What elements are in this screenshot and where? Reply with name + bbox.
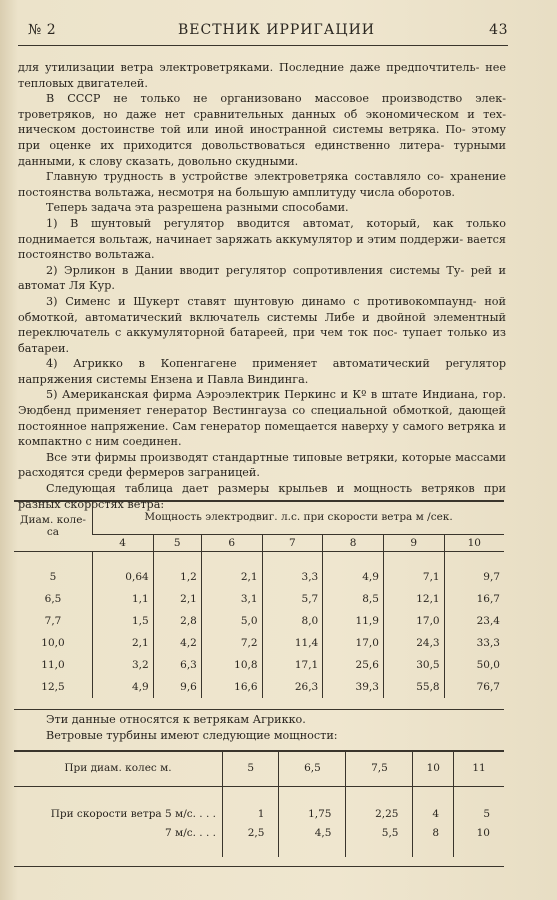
- body-text: [18, 60, 506, 512]
- paragraph: В СССР не только не организовано массовое производство элек- троветряков, но даже нет сравнительных данных об экономическом и тех- ническом достоинстве той или иной иностранной системы ветряка. По- этому при оценке их приходится довольствоваться единственно литера- турными данными, к слову сказать, довольно скудными.: [18, 92, 506, 168]
- table-row: [14, 676, 504, 698]
- value-cell: 10,8: [201, 654, 262, 676]
- value-cell: 4,2: [153, 632, 201, 654]
- paragraph: 1) В шунтовый регулятор вводится автомат, который, как только поднимается вольтаж, начинает заряжать аккумулятор и этим поддержи- вается постоянство вольтажа.: [18, 216, 506, 262]
- value-cell: 1,2: [153, 552, 201, 589]
- value-cell: 39,3: [323, 676, 384, 698]
- speed-header: 4: [93, 535, 154, 552]
- value-cell: 5,7: [262, 588, 323, 610]
- value-cell: 7,2: [201, 632, 262, 654]
- value-cell: 2,1: [201, 552, 262, 589]
- paragraph: Следующая таблица дает размеры крыльев и мощность ветряков при разных скоростях ветра:: [18, 482, 506, 511]
- power-header: Мощность электродвиг. л.с. при скорости ветра м /сек.: [93, 500, 505, 535]
- value-cell: 26,3: [262, 676, 323, 698]
- running-header: [18, 22, 508, 44]
- value-cell: 4,9: [323, 552, 384, 589]
- value-cell: 8,0: [262, 610, 323, 632]
- value-cell: 6,3: [153, 654, 201, 676]
- value-cell: 5: [454, 787, 504, 824]
- page-number: 43: [489, 22, 508, 38]
- value-cell: 2,1: [93, 632, 154, 654]
- value-cell: 17,1: [262, 654, 323, 676]
- value-cell: 8,5: [323, 588, 384, 610]
- value-cell: 2,25: [346, 787, 413, 824]
- value-cell: 9,7: [444, 552, 504, 589]
- value-cell: 11,4: [262, 632, 323, 654]
- diameter-header: Диам. коле- са: [14, 500, 93, 552]
- value-cell: 3,3: [262, 552, 323, 589]
- diameter-cell: 10: [413, 750, 454, 787]
- paragraph: 4) Агрикко в Копенгагене применяет автоматический регулятор напряжения системы Ензена и Павла Виндинга.: [18, 357, 506, 386]
- table-row: [14, 632, 504, 654]
- value-cell: 7,1: [383, 552, 444, 589]
- table-row: [14, 610, 504, 632]
- header-rule: [18, 45, 508, 46]
- speed-header: 5: [153, 535, 201, 552]
- value-cell: 16,6: [201, 676, 262, 698]
- speed-header: 10: [444, 535, 504, 552]
- value-cell: 16,7: [444, 588, 504, 610]
- value-cell: 0,64: [93, 552, 154, 589]
- value-cell: 4,5: [279, 823, 346, 857]
- paragraph: 5) Американская фирма Аэроэлектрик Перкинс и Кº в штате Индиана, гор. Эюдбенд применяет генератор Вестингауза со специальной обмоткой, дающей постоянное напряжение. Сам генератор помещается наверху у самого ветряка и компактно с ним соединен.: [18, 388, 506, 449]
- value-cell: 11,9: [323, 610, 384, 632]
- diameter-cell: 5: [49, 571, 57, 583]
- value-cell: 25,6: [323, 654, 384, 676]
- diameter-cell: 11: [454, 750, 504, 787]
- journal-title: ВЕСТНИК ИРРИГАЦИИ: [178, 22, 376, 38]
- diameter-cell: 7,7: [44, 615, 62, 627]
- turbine-header-label: При диам. колес м.: [14, 750, 223, 787]
- paragraph: Эти данные относятся к ветрякам Агрикко.: [46, 713, 306, 726]
- diameter-cell: 10,0: [41, 637, 65, 649]
- value-cell: 76,7: [444, 676, 504, 698]
- diameter-cell: 7,5: [346, 750, 413, 787]
- diameter-cell: 6,5: [279, 750, 346, 787]
- value-cell: 9,6: [153, 676, 201, 698]
- value-cell: 17,0: [323, 632, 384, 654]
- value-cell: 33,3: [444, 632, 504, 654]
- value-cell: 3,1: [201, 588, 262, 610]
- value-cell: 17,0: [383, 610, 444, 632]
- issue-number: № 2: [28, 22, 57, 38]
- power-table: [14, 500, 504, 698]
- table-bottom-rule: [14, 709, 504, 710]
- value-cell: 1,1: [93, 588, 154, 610]
- value-cell: 2,8: [153, 610, 201, 632]
- value-cell: 10: [454, 823, 504, 857]
- turbine-table: [14, 750, 504, 857]
- value-cell: 1,75: [279, 787, 346, 824]
- after-table-text: [18, 712, 506, 744]
- value-cell: 12,1: [383, 588, 444, 610]
- diameter-cell: 5: [223, 750, 279, 787]
- paragraph: 2) Эрликон в Дании вводит регулятор сопротивления системы Ту- рей и автомат Ля Кур.: [18, 263, 506, 293]
- speed-header: 9: [383, 535, 444, 552]
- value-cell: 4: [413, 787, 454, 824]
- value-cell: 1,5: [93, 610, 154, 632]
- value-cell: 23,4: [444, 610, 504, 632]
- diameter-cell: 6,5: [44, 593, 62, 605]
- row-label: При скорости ветра 5 м/с. . . .: [50, 808, 216, 820]
- row-label: 7 м/с. . . .: [165, 827, 216, 839]
- value-cell: 55,8: [383, 676, 444, 698]
- paragraph: 3) Сименс и Шукерт ставят шунтовую динамо с противокомпаунд- ной обмоткой, автоматический включатель системы Либе и двойной элементный переключатель с аккумуляторной батареей, при чем ток пос- тупает только из батареи.: [18, 294, 506, 355]
- value-cell: 5,0: [201, 610, 262, 632]
- paragraph: для утилизации ветра электроветряками. Последние даже предпочтитель- нее тепловых двигателей.: [18, 61, 506, 90]
- speed-header: 7: [262, 535, 323, 552]
- value-cell: 5,5: [346, 823, 413, 857]
- paragraph: Теперь задача эта разрешена разными способами.: [46, 201, 349, 215]
- speed-header: 6: [201, 535, 262, 552]
- value-cell: 3,2: [93, 654, 154, 676]
- paragraph: Главную трудность в устройстве электроветряка составляло со- хранение постоянства вольтажа, несмотря на большую амплитуду числа оборотов.: [18, 170, 506, 199]
- value-cell: 24,3: [383, 632, 444, 654]
- value-cell: 2,5: [223, 823, 279, 857]
- diameter-cell: 12,5: [41, 681, 65, 693]
- value-cell: 30,5: [383, 654, 444, 676]
- value-cell: 2,1: [153, 588, 201, 610]
- paragraph: Ветровые турбины имеют следующие мощности:: [46, 729, 338, 742]
- value-cell: 8: [413, 823, 454, 857]
- diameter-cell: 11,0: [41, 659, 65, 671]
- paragraph: Все эти фирмы производят стандартные типовые ветряки, которые массами расходятся среди фермеров заграницей.: [18, 450, 506, 480]
- value-cell: 1: [223, 787, 279, 824]
- value-cell: 4,9: [93, 676, 154, 698]
- table-bottom-rule: [14, 866, 504, 867]
- value-cell: 50,0: [444, 654, 504, 676]
- table-row: [14, 654, 504, 676]
- table-row: [14, 588, 504, 610]
- speed-header: 8: [323, 535, 384, 552]
- table-row: [14, 552, 504, 589]
